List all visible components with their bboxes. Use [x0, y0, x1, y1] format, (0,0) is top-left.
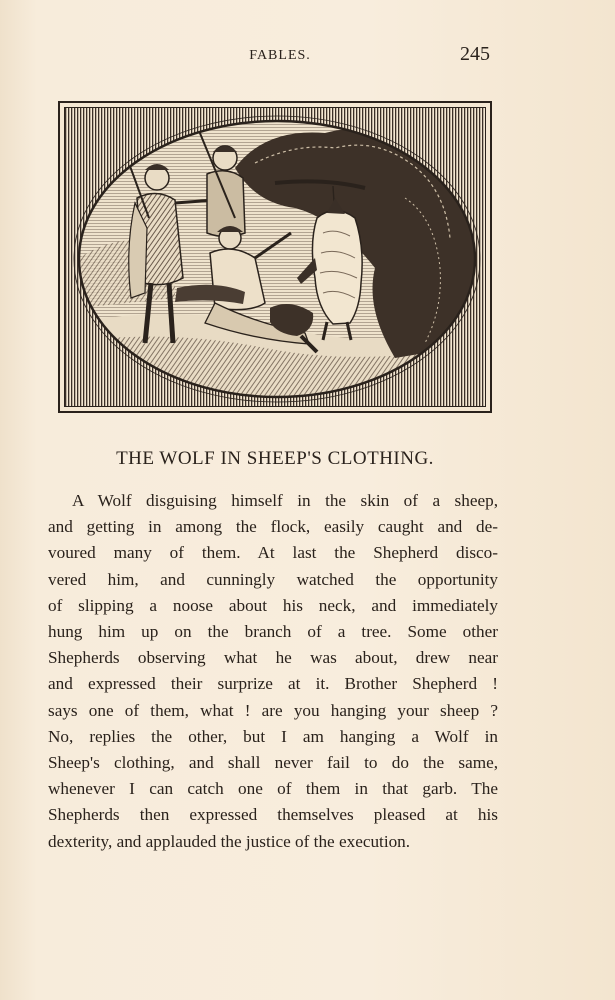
illustration-plate [58, 101, 492, 413]
text-line: dexterity, and applauded the justice of the execution. [48, 831, 411, 851]
text-line: of slipping a noose about his neck, and immediately [48, 595, 498, 615]
text-line: Shepherds then expressed themselves pleased at his [48, 805, 498, 825]
text-line: vered him, and cunningly watched the opportunity [48, 569, 498, 589]
text-line: hung him up on the branch of a tree. Some other [48, 622, 498, 642]
running-title: FABLES. [249, 48, 311, 63]
fable-title: THE WOLF IN SHEEP'S CLOTHING. [116, 448, 434, 469]
running-head [0, 45, 615, 65]
text-line: says one of them, what ! are you hanging your sheep ? [48, 700, 498, 720]
text-line: whenever I can catch one of them in that garb. The [48, 779, 498, 799]
text-line: Shepherds observing what he was about, drew near [48, 648, 498, 668]
text-line: and getting in among the flock, easily caught and de- [48, 517, 498, 537]
page-number: 245 [460, 43, 490, 65]
text-line: voured many of them. At last the Shepherd disco- [48, 543, 498, 563]
fable-body [48, 488, 498, 855]
text-line: A Wolf disguising himself in the skin of a sheep, [72, 491, 498, 510]
text-line: Sheep's clothing, and shall never fail to do the same, [48, 753, 498, 773]
illustration-svg [65, 108, 486, 407]
text-line: and expressed their surprize at it. Brother Shepherd ! [48, 674, 498, 694]
text-line: No, replies the other, but I am hanging a Wolf in [48, 726, 498, 746]
woodcut-wolf-hanging-in-sheepskin-illustration [64, 107, 486, 407]
